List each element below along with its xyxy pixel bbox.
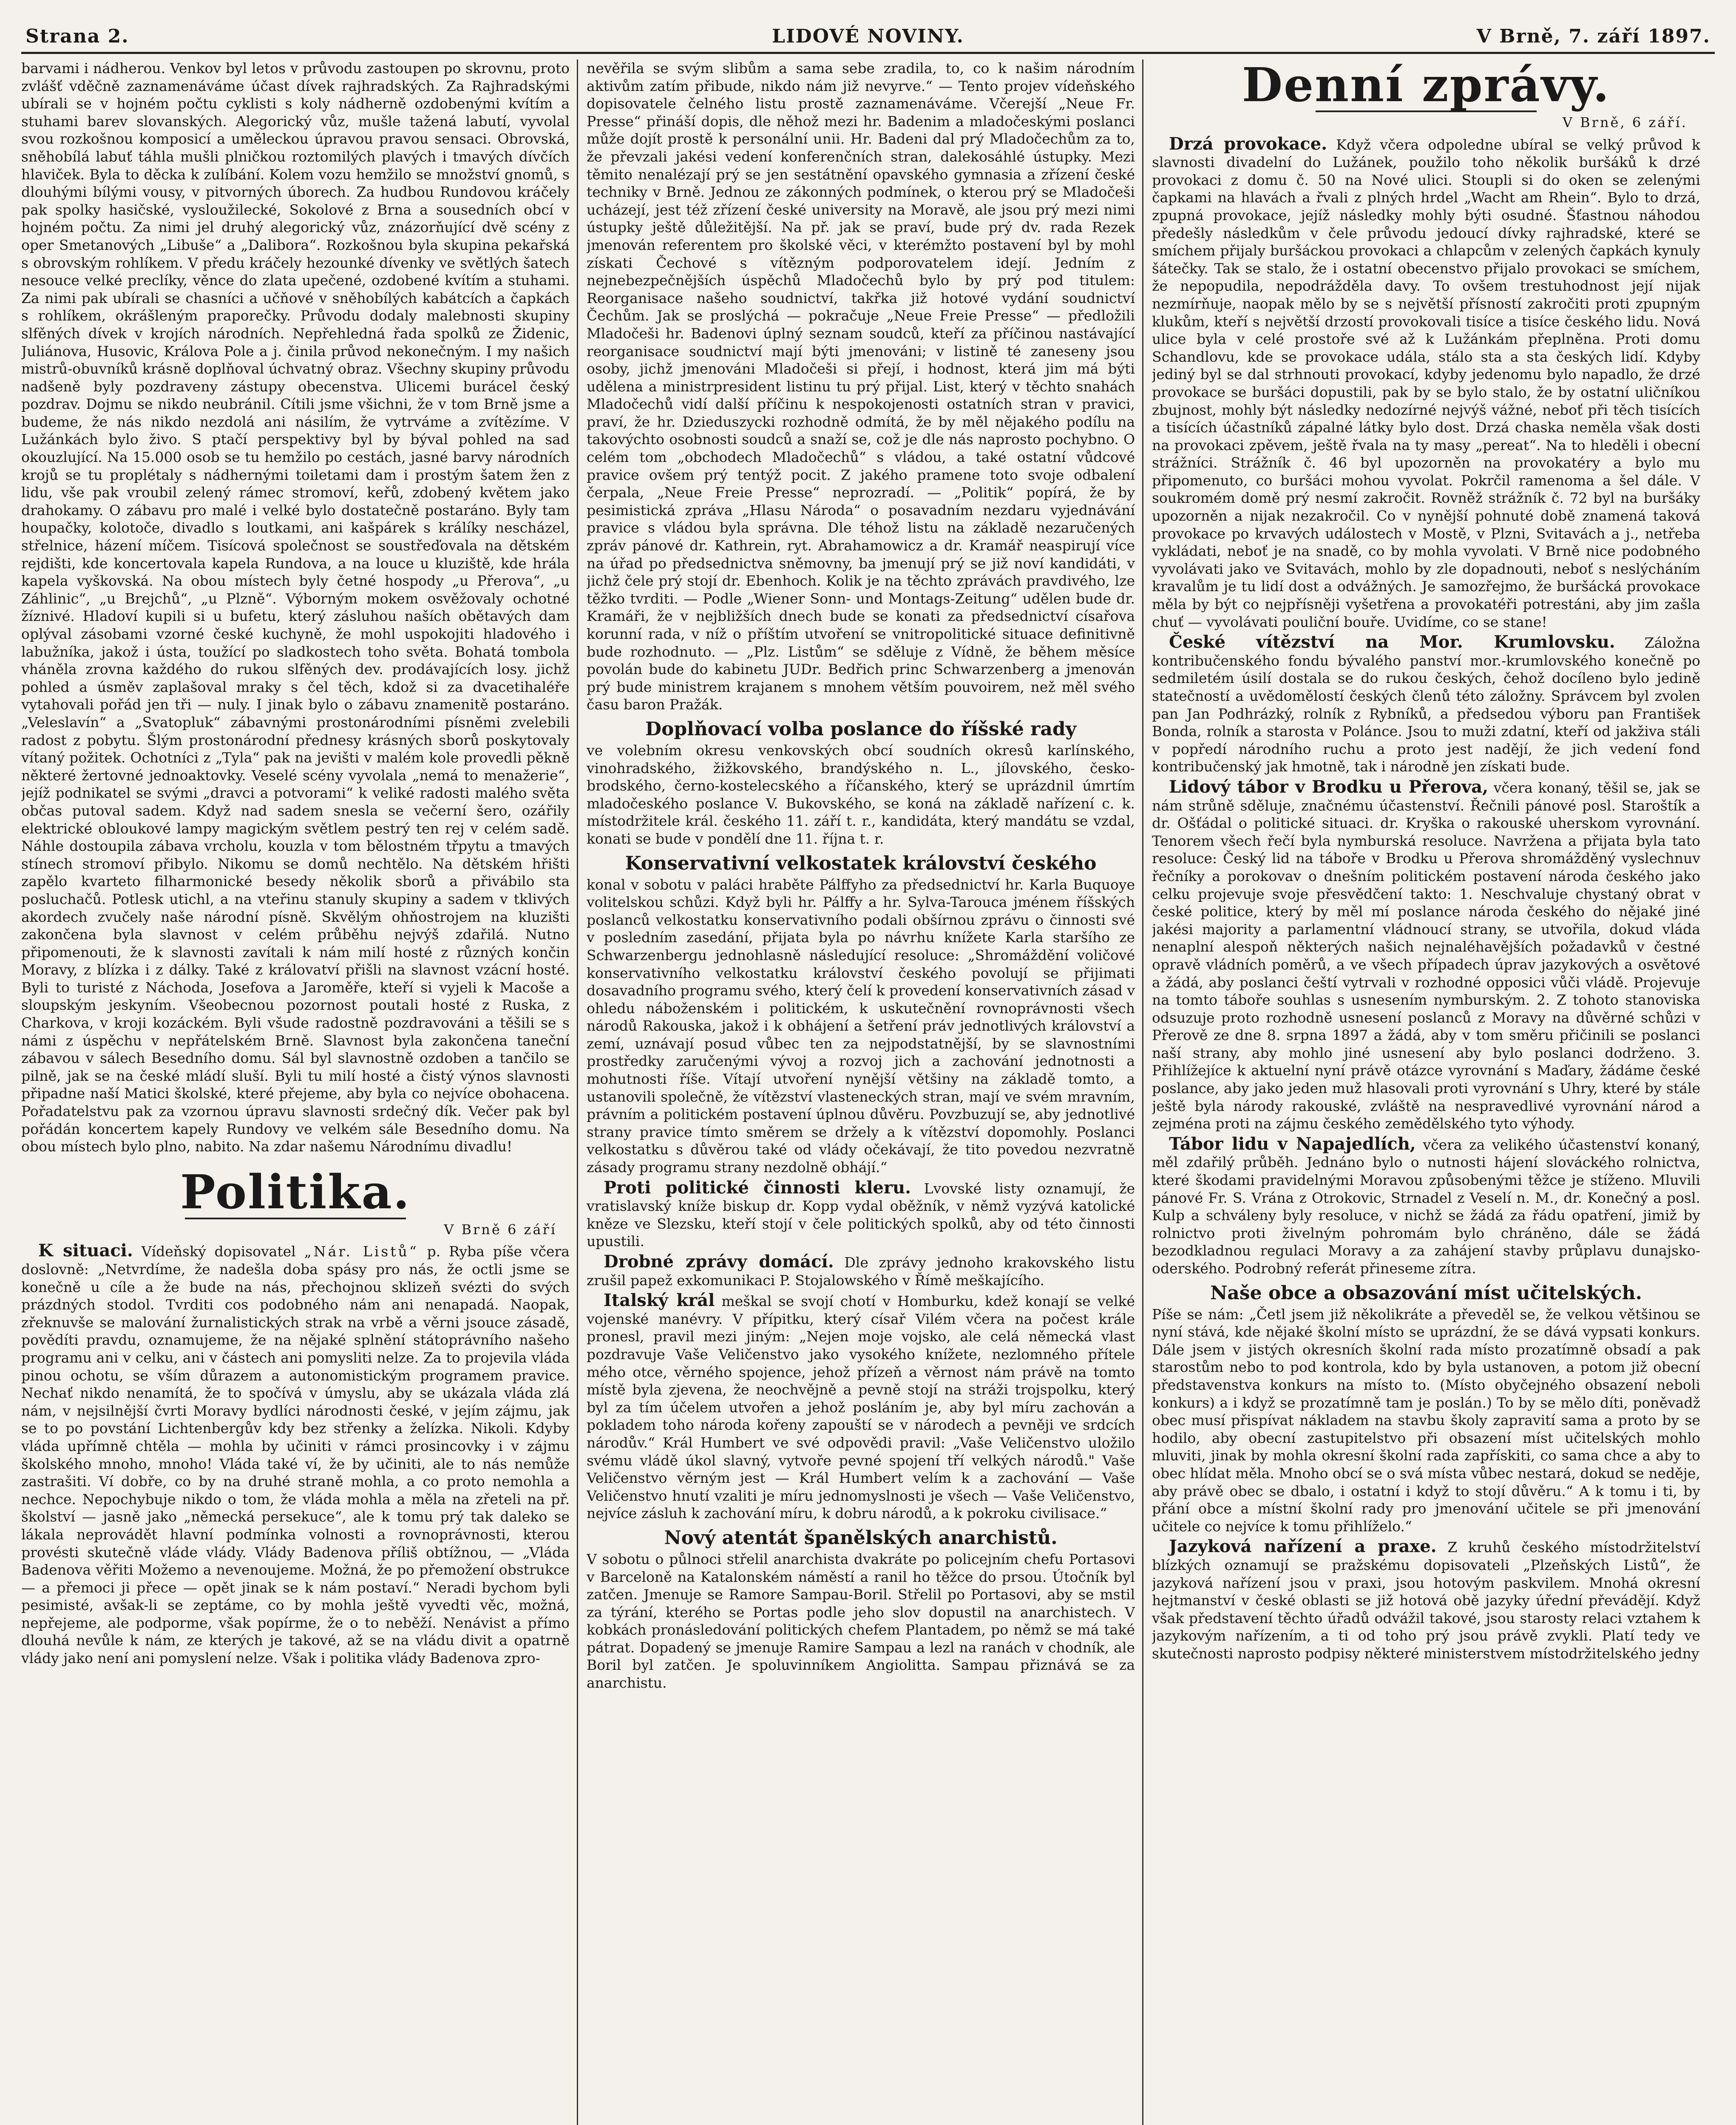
column-1 [21, 60, 570, 2125]
article-heading: Tábor lidu v Napajedlích, [1169, 1133, 1416, 1154]
article-drza-provokace: Drzá provokace. Když včera odpoledne ubíral se velký průvod k slavnosti divadelní do Lužánek, použilo toho několik buršáků k drzé provokaci z domu č. 50 na Nové ulici. Stoupli si do oken se zelenými čapkami na hlavách a řvali z plných hrdel „Wacht am Rhein“. Bylo to drzá, zpupná provokace, jejíž následky mohly býti osudné. Šťastnou náhodou předešly následkům v čele průvodu jedoucí dívky rajhradské, které se smíchem přijaly buršáckou provokaci a chlapcům v zelených čapkách kynuly šátečky. Tak se stalo, že i ostatní obecenstvo přijalo provokaci se smíchem, že nepopudila, nepodrážděla davy. To ovšem trestuhodnost její nijak nezmírňuje, naopak mělo by se s největší přísností zakročiti proti zpupným klukům, kteří s největší drzostí provokovali tisíce a tisíce českého lidu. Nová ulice byla v celé prostoře své až k Lužánkám přeplněna. Proti domu Schandlovu, kde se provokace udála, stálo sta a sta českých lidí. Kdyby jediný byl se dal strhnouti provokací, kdyby jedenomu bylo napadlo, že drzé provokace se buršáci dopustili, pak by se bylo stalo, že by ostatní uličníkou zbujnost, mohly být následky nedozírné nejvýš vážné, neboť při těch tisících a tisících účastníků zápalné látky bylo dost. Drzá chaska neměla však dosti na provokaci zpěvem, ještě řvala na ty masy „pereat“. Na to hleděli i obecní strážníci. Strážník č. 46 byl upozorněn na provokatéry a bylo mu připomenuto, co buršáci mohou vyvolat. Pokrčil ramenoma a šel dále. V soukromém domě prý nesmí zakročit. Rovněž strážník č. 72 byl na buršáky upozorněn a nijak nezakročil. Co v nynější pohnuté době znamená taková provokace po krvavých událostech v Mostě, v Plzni, Svitavách a j., netřeba vykládati, neboť je na snadě, co by mohla vyvolati. V Brně nice podobného vyvolávati jako ve Svitavách, mohlo by zle dopadnouti, neboť s neslýcháním kravalům je tu lidí dost a odvážných. Je samozřejmo, že buršácká provokace měla by být co nejpřísněji vyšetřena a provokatéři potrestáni, aby jim zašla chuť — vyvolávati pouliční bouře. Uvidíme, co se stane! [1152, 133, 1700, 630]
situace-continuation: nevěřila se svým slibům a sama sebe zradila, to, co k našim národním aktivům zatím přibude, nikdo nám již nevyrve.“ — Tento projev vídeňského dopisovatele čelného listu prostě zaznamenáváme. Včerejší „Neue Fr. Presse“ přináší dopis, dle něhož mezi hr. Badenim a mladočeskými poslanci může dojít prostě k personální unii. Hr. Badeni dal prý Mladočechům za to, že převzali jakési vedení konferenčních stran, dalekosáhlé ústupky. Mezi těmito nenalézají prý se jen sestátnění opavského gymnasia a zřízení české techniky v Brně. Jednou ze zákonných podmínek, o kterou prý se Mladočeši ucházejí, jest též zřízení české university na Moravě, ale jsou prý mezi nimi ústupky ještě důležitější. Na př. jak se praví, bude prý dv. rada Rezek jmenován referentem pro školské věci, v kterémžto postavení byl by mohl získati Čechové s vítězným podporovatelem idejí. Jedním z nejnebezpečnějších úspěchů Mladočechů bylo by prý pod titulem: Reorganisace našeho soudnictví, takřka již hotové vydání soudnictví Čechům. Jak se proslýchá — pokračuje „Neue Freie Presse“ — předložili Mladočeši hr. Badenovi úplný seznam soudců, kteří za příčinou nastávající reorganisace soudnictví mají býti jmenováni; v listině té zaneseny jsou osoby, jichž jmenováni Mladočeši si přejí, i hodnost, která jim má býti udělena a ministrpresident listinu tu prý přijal. List, který v těchto snahách Mladočechů vidí další příčinu k nespokojenosti ostatních stran v pravici, praví, že hr. Dzieduszycki rozhodně odmítá, že by měl nějakého podílu na takovýchto osobnosti soudců a snaží se, což je dle nás naprosto pochybno. O celém tom „obchodech Mladočechů“ s vládou, a také ostatní vůdcové pravice ovšem prý tentýž pocit. Z jakého pramene toto svoje odbalení čerpala, „Neue Freie Presse“ neprozradí. — „Politik“ popírá, že by pesimistická zpráva „Hlasu Národa“ o posavadním nezdaru vyjednávání pravice s vládou byla správna. Dle téhož listu na základě nezaručených zpráv pánové dr. Kathrein, ryt. Abrahamowicz a dr. Kramář neaspirují více na úřad po předsednictva sněmovny, ba jmenují prý se již noví kandidáti, v jichž čele prý stojí dr. Ebenhoch. Kolik je na těchto zprávách pravdivého, lze těžko tvrditi. — Podle „Wiener Sonn- und Montags-Zeitung“ udělen bude dr. Kramáři, že v nejbližších dnech bude se konati za předsednictví císařova korunní rada, v níž o příštím utvoření se vnitropolitické situace definitivně bude rozhodnuto. — „Plz. Listům“ se sděluje z Vídně, že během měsíce povolán bude do kabinetu JUDr. Bedřich princ Schwarzenberg a jmenován prý bude ministrem krajanem s mnohem větším pouvoirem, než měl svého času baron Pražák. [587, 60, 1135, 713]
article-obce-ucitele: Píše se nám: „Četl jsem již několikráte a převeděl se, že velkou většinou se nyní stává, kde nějaké školní místo se uprázdní, že se dává vypsati konkurs. Dále jsem v jistých okresních školní rada místo prozatímně obsadí a pak starostům nebo to pod kontrola, kdo by byla ustanoven, a potom již obecní představenstva konkurs na místo to. (Místo obyčejného obsazení neboli konkurs) a i když se prozatímně tam je poslán.) To by se mělo díti, poněvadž obec musí přispívat nákladem na stavbu školy zapravití sama a proto by se hodilo, aby obecní zastupitelstvo při obsazení míst učitelských mohlo mluviti, jinak by mohla okresní školní rada zapřískiti, co sama chce a aby to obec hlídat měla. Mnoho obcí se o svá místa vůbec nestará, dokud se neděje, aby právě obec se dbalo, i ostatní i když to stojí důvěru.“ A k tomu i ti, by přání obce a místní školní rady pro jmenování učitele se při jmenování učitele co nejvíce k tomu přihlíželo.“ [1152, 1306, 1700, 1535]
article-doplnovaci-volba: ve volebním okresu venkovských obcí soudních okresů karlínského, vinohradského, žižkovského, brandýského n. L., jílovského, česko-brodského, černo-kostelecského a říčanského, který se uprázdnil úmrtím mladočeského poslance V. Bukovského, se koná na základě nařízení c. k. místodržitele král. českého 11. září t. r., kandidáta, který mandátu se vzdal, konati se bude v pondělí dne 11. října t. r. [587, 742, 1135, 847]
issue-date: V Brně, 7. září 1897. [1476, 26, 1710, 47]
column-3 [1152, 60, 1700, 2125]
article-drobne-zpravy: Drobné zprávy domácí. Dle zprávy jednoho krakovského listu zrušil papež exkomunikaci P. Stojalowského v Římě meškajícího. [587, 1252, 1135, 1289]
column-2 [587, 60, 1135, 2125]
page-header [21, 17, 1715, 51]
column-divider [1142, 60, 1143, 2125]
article-k-situaci: K situaci. Vídeňský dopisovatel „Nár. Listů“ p. Ryba píše včera doslovně: „Netvrdíme, že nadešla doba spásy pro nás, že octli jsme se konečně u cíle a že bude na nás, přechojnou sklizeň svézti do svých prázdných stodol. Tvrditi cos podobného nám ani nenapadá. Naopak, zřeknuvše se malování žurnalistických strak na vrbě a věrni jsouce zásadě, povědíti pravdu, oznamujeme, že na nějaké splnění státoprávního našeho programu ani v celku, ani v částech ani pomysliti nelze. Za to projevila vláda pinou ochotu, se vším důrazem a autonomistickým programem pravice. Nechať nikdo nenamítá, že to spočívá v úmyslu, aby se ukázala vláda zlá nám, v nejsilnější čvrti Moravy bydlíci národnosti české, v jejím zájmu, jak se to po povstání Lichtenbergův kdy bez střenky a želízka. Nikoli. Kdyby vláda upřímně chtěla — mohla by učiniti v rámci prosincovky i v zájmu školského mnoho, mnoho! Vláda také ví, že by učiniti, ale to nás nemůže zastrašiti. Ví dobře, co by na druhé straně mohla, a co proto nemohla a nechce. Nepochybuje nikdo o tom, že vláda mohla a měla na zřeteli na př. školství — jasně jako „německá persekuce“, ale k tomu prý tak daleko se lákala neprovádět hlavní podmínka volnosti a rovnoprávnosti, kterou provésti skutečně vláde vlády. Vlády Badenova příliš obtížnou, — „Vláda Badenova věřiti Možemo a nevenoujeme. Možná, že po přemožení obstrukce — a přemoci ji přece — opět jinak se k nám postaví.“ Neradi bychom byli pesimisté, avšak-li se zeptáme, co by mohla ještě vyvedti věc, možná, nepřejeme, ale podporme, však popírme, že o to neběží. Nenávist a přímo dlouhá nevůle k nám, ze kterých je takové, až se na vládu divit a opatrně vlády jako není ani pomyslení nelze. Však i politika vlády Badenova zpro- [21, 1241, 570, 1667]
newspaper-title: LIDOVÉ NOVINY. [772, 26, 964, 47]
section-title-denni-zpravy: Denní zprávy. [1242, 60, 1611, 112]
article-italsky-kral: Italský král meškal se svojí chotí v Homburku, kdež konají se velké vojenské manévry. V přípitku, který císař Vilém včera na počest krále pronesl, pravil mezi jiným: „Nejen moje vojsko, ale celá německá vlast pozdravuje Vaše Veličenstvo jako vysokého knížete, nezlomného přítele mého otce, věrného spojence, jehož přízeň a věrnost nám právě na tomto místě byla zjevena, že neochvějně a pevně stojí na stráži trojspolku, který byl za tím účelem utvořen a jehož posláním je, aby byl míru zachován a pokladem toho národa kořeny zapouští se v národech a pevněji ve srdcích národův.“ Král Humbert ve své odpovědi pravil: „Vaše Veličenstvo uložilo svému vládě úkol slavný, vytvoře pevné spojení tří velkých národů." Vaše Veličenstvo věrným jest — Král Humbert velím k a zachování — Vaše Veličenstvo hnutí vzaliti je míru jednomyslnosti je všech — Vaše Veličenstvo, nejvíce zásluh k zachování míru, k dobru národů, a k pokroku civilisace.“ [587, 1290, 1135, 1522]
page-number: Strana 2. [26, 26, 129, 47]
article-heading: České vítězství na Mor. Krumlovsku. [1169, 632, 1615, 652]
article-heading: Drzá provokace. [1169, 133, 1328, 154]
newspaper-page [21, 17, 1715, 2125]
article-atentat: V sobotu o půlnoci střelil anarchista dvakráte po policejním chefu Portasovi v Barceloně na Katalonském náměstí a ranil ho těžce do prsou. Útočník byl zatčen. Jmenuje se Ramore Sampau-Boril. Střelil po Portasovi, aby se mstil za týrání, kterého se Portas podle jeho slov dopustil na anarchistech. V kobkách pronásledování politických chefem Plantadem, po němž se má také pátrat. Dopadený se jmenuje Ramire Sampau a lezl na ranách v chodník, ale Boril byl zatčen. Je spoluvinníkem Angiolitta. Sampau přiznává se za anarchistu. [587, 1550, 1135, 1692]
article-ceske-vitezstvi: České vítězství na Mor. Krumlovsku. Záložna kontribučenského fondu bývalého panství mor.-krumlovského konečně po sedmiletém úsilí dostala se do rukou českých, čehož docíleno bylo jedině statečností a uvědomělostí českých členů této záložny. Správcem byl zvolen pan Jan Podhrázký, rolník z Rybníků, a předsedou výboru pan František Bonda, rolník a starosta v Polánce. Jsou to muži zdatní, kteří od jakživa stáli v popředí národního ruchu a proto jest nadějí, že jich vedení fond kontribučenský jak hmotně, tak i národně jen získati bude. [1152, 632, 1700, 775]
section-title-politika: Politika. [180, 1164, 411, 1219]
article-jazykova-narizeni: Jazyková nařízení a praxe. Z kruhů českého místodržitelství blízkých oznamují se pražskému dopisovateli „Plzeňských Listů“, že jazyková nařízení jsou v praxi, jsou hotovým paskvilem. Mnohá okresní hejtmanství v české oblasti se již hotová obě jazyky úřední převádějí. Když však představení těchto úřadů odvážil takové, jsou starosty relaci vztahem k jazykovým nařízením, a ti od toho prý jsou právě zvykli. Platí tedy ve skutečnosti naprosto podpisy některé ministerstvem místodržitelského jedny [1152, 1536, 1700, 1662]
article-heading: Italský král [604, 1290, 715, 1311]
denni-dateline: V Brně, 6 září. [1562, 114, 1688, 130]
column-divider [577, 60, 578, 2125]
columns [21, 60, 1715, 2125]
article-heading: Naše obce a obsazování míst učitelských. [1210, 1282, 1642, 1304]
article-velkostatek: konal v sobotu v paláci hraběte Pálffyho za předsednictví hr. Karla Buquoye volitelskou schůzi. Když byli hr. Pálffy a hr. Sylva-Tarouca jménem říšských poslanců velkostatku konservativního podali obšírnou zprávu o činnosti své v posledním zasedání, přijata byla po návrhu knížete Karla staršího ze Schwarzenbergu jednohlasně následující resoluce: „Shromáždění voličové konservativního velkostatku království českého povolují se přijimati dosavadního programu svého, který čelí k provedení konservativních zásad v ohledu náboženském i politickém, k uskutečnění rovnoprávnosti všech národů Rakouska, jakož i k obhájení a šetření práv jednotlivých království a zemí, uznávají posud vůbec ten za nejpodstatnější, by se slavnostními prostředky zaručenými vývoj a rozvoj jich a zachování jednotnosti a mohutnosti říše. Vítají utvoření nynější většiny na základě tomto, a ustanovili společně, že vítězství vlasteneckých stran, mají ve svém mravním, právním a politickém postavení úplnou důvěru. Povzbuzují se, aby jednotlivé strany pravice tímto směrem se držely a k vítězství dopomohly. Poslanci velkostatku s důvěrou také od vlády očekávají, že tito povedou nezvratně zásady programu strany nezdolně obhájí.“ [587, 876, 1135, 1176]
article-heading: Doplňovací volba poslance do říšské rady [645, 718, 1077, 740]
article-proti-klerikalum: Proti politické činnosti kleru. Lvovské listy oznamují, že vratislavský kníže biskup dr. Kopp vydal oběžník, v němž vyzývá katolické kněze ve Slezsku, kteří stojí v čele politických spolků, aby od této činnosti upustili. [587, 1177, 1135, 1250]
article-heading: Nový atentát španělských anarchistů. [664, 1527, 1058, 1549]
article-heading: Jazyková nařízení a praxe. [1169, 1536, 1437, 1557]
article-heading: Lidový tábor v Brodku u Přerova, [1169, 776, 1489, 797]
article-heading: Drobné zprávy domácí. [604, 1252, 834, 1272]
article-heading: Proti politické činnosti kleru. [604, 1177, 911, 1198]
article-heading: K situaci. [38, 1241, 133, 1261]
article-heading: Konservativní velkostatek království českého [625, 852, 1097, 874]
header-rule [21, 52, 1715, 54]
divadlo-article-continuation: barvami i nádherou. Venkov byl letos v průvodu zastoupen po skrovnu, proto zvlášť vděčně zaznamenáváme účast dívek rajhradských. Za Rajhradskými ubírali se v hojném počtu cyklisti s koly nádherně ozdobenými kvítím a stuhami barev slovanských. Alegorický vůz, mušle tažená labutí, vyvolal svou rozkošnou komposicí a uměleckou úpravou pravou sensaci. Obrovská, sněhobílá labuť táhla mušli plničkou roztomilých plavých i tmavých dívčích hlaviček. Byla to děcka k zulíbání. Kolem vozu hemžilo se množství gnomů, s dlouhými bílými vousy, v pitvorných úborech. Za hudbou Rundovou kráčely pak spolky hasičské, vysloužilecké, Sokolové z Brna a sousedních obcí v hojném počtu. Za nimi jel druhý alegorický vůz, znázorňující dvě scény z oper Smetanových „Libuše“ a „Dalibora“. Rozkošnou byla skupina pekařská s obrovským rohlíkem. V předu kráčely hezounké dívenky ve světlých šatech nesouce velké preclíky, věnce do zlata upečené, ozdobené kvítím a stuhami. Za nimi pak ubírali se chasníci a učňové v sněhobílých kabátcích a čapkách s rohlíkem, okrášleným praporečky. Průvodu dodaly malebnosti skupiny slfěných dívek v krojích národních. Nepřehledná řada spolků ze Židenic, Juliánova, Husovic, Králova Pole a j. činila průvod nekonečným. I my našich mistrů-obuvníků krásně doplňoval úchvatný obraz. Všechny skupiny průvodu nadšeně byly pozdraveny zástupy obecenstva. Ulicemi burácel český pozdrav. Dojmu se nikdo neubránil. Cítili jsme všichni, že v tom Brně jsme a budeme, že nás nikdo nezdolá ani násilím, že vytrváme a zvítězíme. V Lužánkách bylo živo. S ptačí perspektivy byl by býval pohled na sad okouzlující. Na 15.000 osob se tu hemžilo po cestách, jasné barvy národních krojů se tu proplétaly s nádhernými toiletami dam i prostým šatem žen z lidu, vše pak vroubil zelený rámec stromoví, keřů, zdobený květem jako drahokamy. O zábavu pro malé i velké bylo dostatečně postaráno. Byly tam houpačky, kolotoče, divadlo s loutkami, ani kašpárek s králíky nescházel, střelnice, házení míčem. Tisícová společnost se soustřeďovala na dětském rejdišti, kde koncertovala kapela Rundova, a na louce u kluziště, kde hrála kapela vyškovská. Na obou místech byly četné hospody „u Přerova“, „u Záhlinic“, „u Brejchů“, „u Plzně“. Výborným mokem osvěžovaly ochotné žíznivé. Hladoví kupili si u bufetu, který zásluhou naších obětavých dam oplýval zásobami vzorné české kuchyně, že mohl uspokojiti hladového i labužníka, jakož i ústa, toužící po sladkostech toho světa. Bohatá tombola vháněla zrovna každého do rukou slfěných dev. prodávajících losy. jichž pohled a úsměv zaplašoval mraky s čel těch, kdož si za dvacetihaléře vytahovali pořád jen tři — nuly. I jinak bylo o zábavu znamenitě postaráno. „Veleslavín“ a „Svatopluk“ zábavnými prostonárodními písněmi zvelebili radost z pobytu. Šlým prostonárodní přednesy krásných sborů poskytovaly vítaný požitek. Ochotníci z „Tyla“ pak na jevišti v malém kole provedli pěkně některé žertovné jednoaktovky. Veselé scény vyvolala „nemá to menažerie“, jejíž podnikatel se svými „dravci a potvorami“ k veliké radosti malého světa občas putoval sadem. Když nad sadem snesla se večerní šero, ozářily elektrické obloukové lampy magickým světlem pestrý ten rej v celém sadě. Náhle dostoupila zábava vrcholu, kouzla v tom bělostném třpytu a tmavých stínech stromoví přibylo. Nikomu se domů nechtělo. Na dětském hřišti zapělo kvarteto filharmonické besedy několik sborů a přivábilo sta posluchačů. Potlesk utichl, a na vteřinu stanuly skupiny a sadem v tklivých akordech zvučely naše národní písně. Skvělým ohňostrojem na kluzišti zakončena byla slavnost v celém průběhu nejvýš zdařilá. Nutno připomenouti, že k slavnosti zavítali k nám milí hosté z různých končin Moravy, z blízka i z dálky. Také z královatví přišli na slavnost vzácní hosté. Byli to turisté z Náchoda, Josefova a Jaroměře, kteří si vyjeli k Macoše a sloupským jeskyním. Všeobecnou pozornost poutali hosté z Ruska, z Charkova, v kroji kozáckém. Byli všude radostně pozdravováni a těšili se s námi z úspěchu v nepřátelském Brně. Slavnost byla zakončena taneční zábavou v sálech Besedního domu. Sál byl slavnostně ozdoben a tančilo se pilně, jak se na české mládí sluší. Byli tu milí hosté a čistý výnos slavnosti připadne naší Matici školské, které přejeme, aby byla co nejvíce obohacena. Pořadatelstvu pak za vzornou úpravu slavnosti srdečný dík. Večer pak byl pořádán koncertem kapely Rundovy ve velkém sále Besedního domu. Na obou místech bylo plno, nabito. Na zdar našemu Národnímu divadlu! [21, 60, 570, 1155]
article-tabor-napajedla: Tábor lidu v Napajedlích, včera za velikého účastenství konaný, měl zdařilý průběh. Jednáno bylo o nutnosti hájení slováckého rolnictva, které škodami pravidelnými Moravou způsobenými těžce je stíženo. Mluvili pánové Fr. S. Vrána z Otrokovic, Strnadel z Veselí n. M., dr. Konečný a posl. Kulp a schváleny byly resoluce, v nichž se žádá za řádu opatření, jimiž by rolnictvo proti živelným pohromám bylo chráněno, dále se žádá bezodkladnou regulaci Moravy a za zahájení stavby průplavu dunajsko-oderského. Podrobný referát přineseme zítra. [1152, 1133, 1700, 1277]
politika-dateline: V Brně 6 září [444, 1221, 557, 1238]
article-tabor-brodek: Lidový tábor v Brodku u Přerova, včera konaný, těšil se, jak se nám strůně sděluje, značnému účastenství. Řečnili pánové posl. Staroštík a dr. Ošťádal o politické situaci. dr. Kryška o rakouské uherskom vyrovnání. Tenorem všech řečí byla nymburská resoluce. Navržena a přijata byla tato resoluce: Český lid na táboře v Brodku u Přerova shromážděný vyslechnuv řečníky a porokovav o dnešním politickém postavení národa českého jako celku projevuje svoje přesvědčení takto: 1. Neschvaluje chystaný obrat v české politice, který by měl mí poslance národa českého do nějaké jiné jakési majority a parlamentní vládnoucí strany, se utvořila, dokud vláda nenaplní alespoň některých našich nejnaléhavějších požadavků v čestné opravě vládních poměrů, a ve všech případech úprav jazykových a osvětové a žádá, aby poslanci čeští vytrvali v rozhodné opposici vůči vládě. Projevuje na tomto táboře souhlas s usnesením nymburským. 2. Z tohoto stanoviska odsuzuje proto rozhodně usnesení poslanců z Moravy na důvěrné schůzi v Přerově ze dne 8. srpna 1897 a žádá, aby v tom směru přičinili se poslanci naší strany, aby mohlo jiné usnesení aby bylo poslanci dodrženo. 3. Přihlížejíce k aktuelní nyní právě otázce vyrovnání s Maďary, žádáme české poslance, aby jako jeden muž hlasovali proti vyrovnání s Uhry, které by stále ještě byla národy rakouské, zvláště na nespravedlivé vyrovnání národ a zejména proti na zájmu českého zemědělského tyto výhody. [1152, 776, 1700, 1132]
